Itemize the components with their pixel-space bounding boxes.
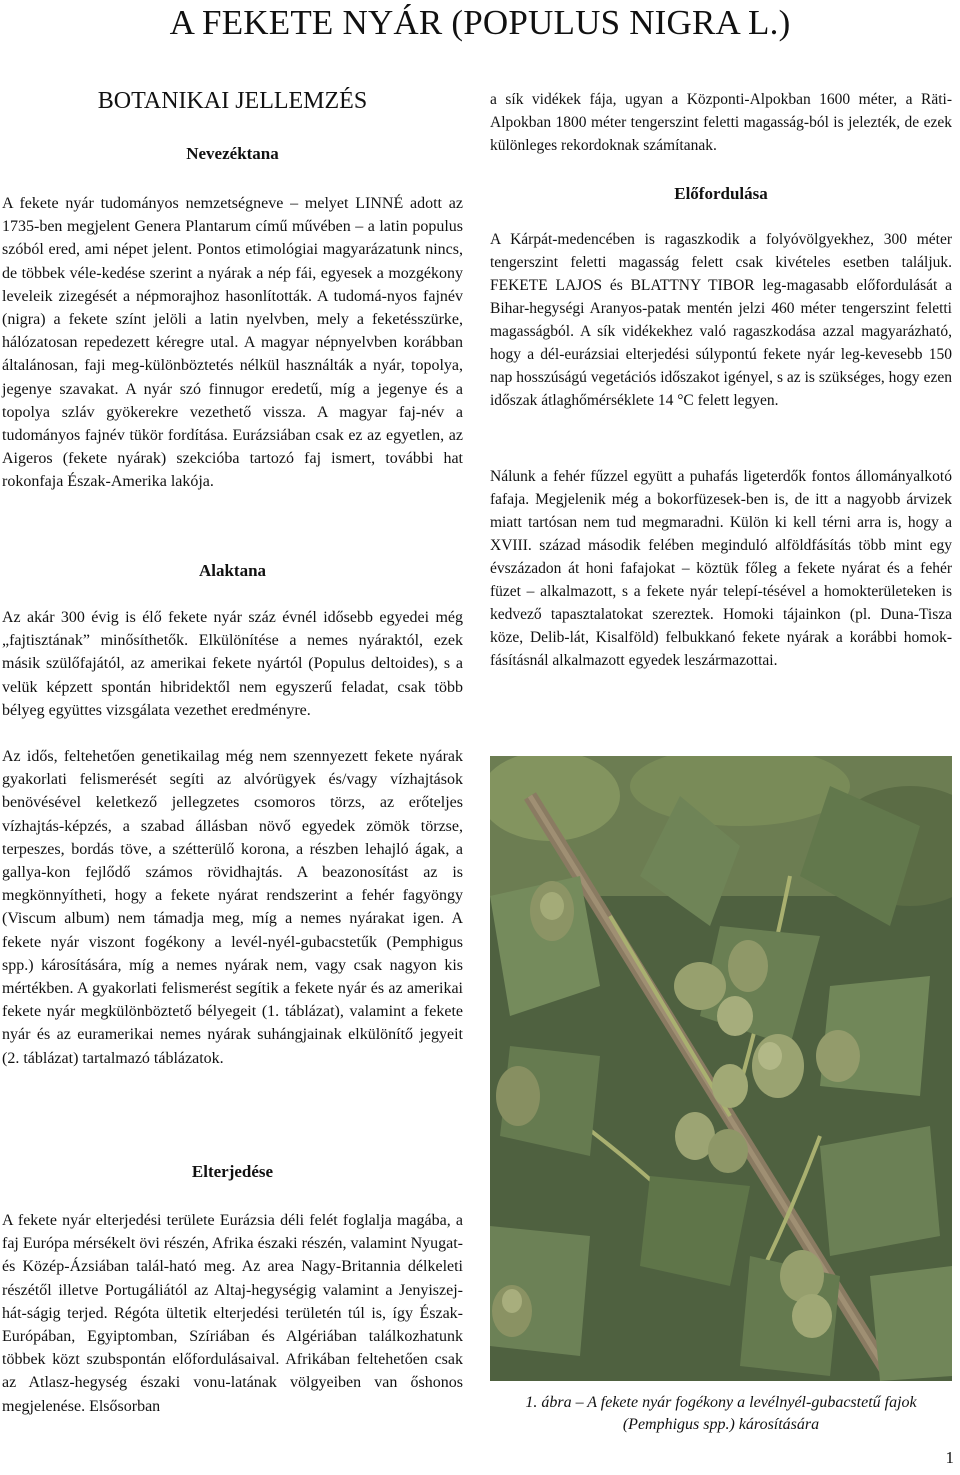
heading-nevezektana: Nevezéktana — [186, 144, 279, 163]
paragraph-elterjedese: A fekete nyár elterjedési területe Eurázsia déli felét foglalja magába, a faj Európa mérsékelt övi részén, Afrika északi részén, valamint Nyugat- és Közép-Ázsiában talál-ható meg. Az area Nagy-Britannia délkeleti részétől illetve Portugáliától az Altaj-hegységig valamint a Jenyiszej-hát-ságig terjed. Régóta ültetik elterjedési területén túl is, így Észak-Európában, Egyiptomban, Szíriában és Algériában találkozhatunk többek közt szubspontán előfordulásaival. Afrikában feltehetően csak az Atlasz-hegység északi vonu-latának völgyeiben van őshonos megjelenése. Elsősorban — [2, 1212, 463, 1415]
figure-caption: 1. ábra – A fekete nyár fogékony a levélnyél-gubacstetű fajok (Pemphigus spp.) károsítására — [525, 1394, 917, 1433]
page-title: A FEKETE NYÁR (POPULUS NIGRA L.) — [169, 3, 791, 42]
heading-alaktana: Alaktana — [198, 561, 267, 580]
paragraph-elofordulasa-2: Nálunk a fehér fűzzel együtt a puhafás ligeterdők fontos állományalkotó fafaja. Megjelenik még a bokorfüzesek-ben is, de itt a nagyobb árvizek miatt tartósan nem tud megmaradni. Külön ki kell térni arra is, hogy a XVIII. század második felében meginduló alföldfásítás több mint egy évszázadon át honi fafajokat – köztük főleg a fekete nyárat és a fehér füzet – alkalmazott, s a fekete nyár telepí-tésével a homokterületeken is kedvező tapasztalatokat szereztek. Homoki tájainkon (pl. Duna-Tisza köze, Delib-lát, Kisalföld) felbukkanó fekete nyárak a korábbi homok-fásításnál alkalmazott egyedek leszármazottai. — [490, 468, 952, 669]
heading-elterjedese: Elterjedése — [191, 1162, 274, 1181]
page-number: 1 — [945, 1448, 954, 1467]
paragraph-alaktana-2: Az idős, feltehetően genetikailag még nem szennyezett fekete nyárak gyakorlati felismerését segíti az alvórügyek és/vagy vízhajtások benövésével keletkező jellegzetes csomoros törzs, az erőteljes vízhajtás-képzés, a szabad állásban növő egyedek zömök törzse, terpeszes, bordás töve, a szétterülő korona, a részben lehajló ágak, a gallya-kon fejlődő számos rövidhajtás. A beazonosítást az is megkönnyítheti, hogy a fekete nyárat rendszerint a fehér fagyöngy (Viscum album) nem támadja meg, míg a nemes nyárakat igen. A fekete nyár viszont fogékony a levél-nyél-gubacstetűk (Pemphigus spp.) károsítására, míg a nemes nyárak nem, vagy csak nagyon kis mértékben. A gyakorlati felismerést segítik a fekete nyár és az amerikai fekete nyár megkülönböztető bélyegeit (1. táblázat), valamint a fekete nyár és az euramerikai nemes nyárak suhángjainak elkülönítő jegyeit (2. táblázat) tartalmazó táblázatok. — [2, 748, 463, 1067]
paragraph-elofordulasa-1: A Kárpát-medencében is ragaszkodik a folyóvölgyekhez, 300 méter tengerszint feletti magasság felett csak kivételes esetben találjuk. FEKETE LAJOS és BLATTNY TIBOR leg-magasabb előfordulását a Bihar-hegységi Aranyos-patak mentén jelzi 460 méter tengerszint feletti magasságból. A sík vidékekhez való ragaszkodása azzal magyarázható, hogy a dél-eurázsiai elterjedési súlypontú fekete nyár leg-kevesebb 150 nap hosszúságú vegetációs időszakot igényel, s az is szükséges, hogy ezen időszak átlaghőmérséklete 14 °C felett legyen. — [490, 231, 952, 409]
paragraph-alaktana-1: Az akár 300 évig is élő fekete nyár száz évnél idősebb egyedei még „fajtisztának” minősíthetők. Elkülönítése a nemes nyáraktól, ezek másik szülőfajától, az amerikai fekete nyártól (Populus deltoides), s a velük képzett spontán hibridektől nem egyszerű feladat, csak több bélyeg együttes vizsgálata vezethet eredményre. — [2, 609, 463, 719]
heading-elofordulasa: Előfordulása — [674, 184, 768, 203]
leaf-gall-illustration — [490, 756, 952, 1381]
paragraph-nevezektana: A fekete nyár tudományos nemzetségneve – melyet LINNÉ adott az 1735-ben megjelent Genera Plantarum című művében – a latin populus szóból ered, ami népet jelent. Pontos etimológiai magyarázatunk nincs, de többek véle-kedése szerint a nyárak a nép fái, egyesek a mozgékony leveleik zizegését a népmorajhoz hasonlították. A tudomá-nyos fajnév (nigra) a fekete színt jelöli a latin nyelvben, mely a feketésszürke, hálózatosan repedezett kéregre utal. A magyar népnyelvben korábban általánosan, faji meg-különböztetés nélkül használták a nyár, topolya, jegenye szavakat. A nyár szó finnugor eredetű, míg a jegenye és a topolya szláv gyökerekre vezethető vissza. A magyar faj-név a tudományos fajnév tükör fordítása. Eurázsiában csak ez az egyetlen, az Aigeros (fekete nyárak) szekcióba tartozó faj ismert, további hat rokonfaja Észak-Amerika lakója. — [2, 195, 463, 491]
section-title: BOTANIKAI JELLEMZÉS — [97, 88, 368, 114]
figure-photo-poplar-galls — [490, 756, 952, 1381]
paragraph-elterjedese-continued: a sík vidékek fája, ugyan a Központi-Alpokban 1600 méter, a Räti-Alpokban 1800 méter tengerszint feletti magasság-ból is jelezték, de ezek különleges rekordoknak számítanak. — [490, 91, 952, 154]
